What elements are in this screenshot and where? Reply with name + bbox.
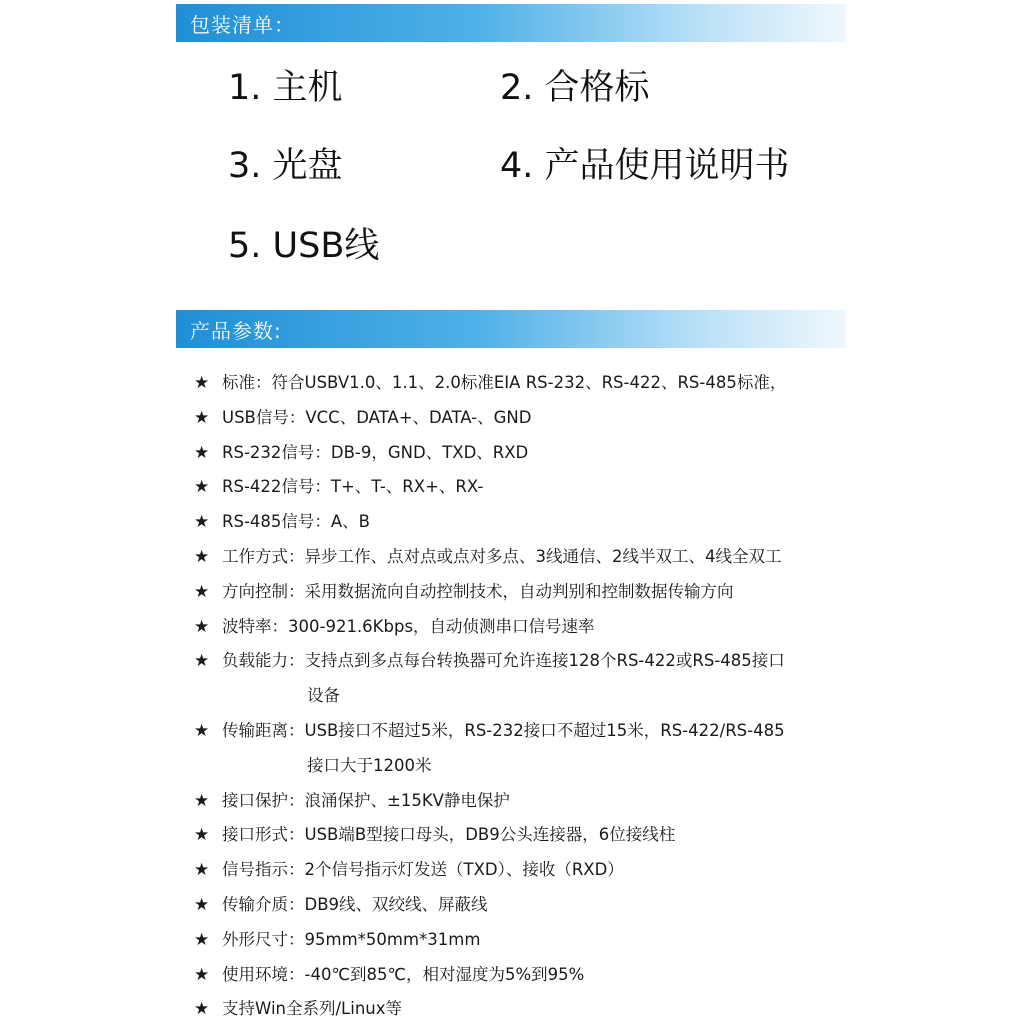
packing-list-header [176,4,846,42]
spec-text: 支持Win全系列/Linux等 [222,999,403,1019]
spec-row-load-capacity-cont [194,679,834,714]
spec-text: 负载能力：支持点到多点每台转换器可允许连接128个RS-422或RS-485接口 [222,651,785,671]
star-icon: ★ [194,616,210,637]
spec-row-rs232-signal [194,436,834,471]
spec-row-signal-indicator [194,853,834,888]
spec-row-standard [194,366,834,401]
spec-text-continuation: 设备 [307,686,340,706]
spec-row-baud-rate [194,610,834,645]
packing-item-disc: 3. 光盘 [228,146,343,186]
spec-row-interface-form [194,818,834,853]
star-icon: ★ [194,790,210,811]
product-params-header [176,310,846,348]
spec-row-rs422-signal [194,470,834,505]
packing-item-usb-cable: 5. USB线 [228,226,380,266]
star-icon: ★ [194,442,210,463]
star-icon: ★ [194,477,210,498]
star-icon: ★ [194,860,210,881]
spec-text: 传输介质：DB9线、双绞线、屏蔽线 [222,894,488,914]
spec-text: RS-422信号：T+、T-、RX+、RX- [222,477,484,497]
spec-row-dimensions [194,923,834,958]
star-icon: ★ [194,407,210,428]
spec-row-usb-signal [194,401,834,436]
star-icon: ★ [194,999,210,1020]
star-icon: ★ [194,651,210,672]
star-icon: ★ [194,720,210,741]
star-icon: ★ [194,373,210,393]
spec-row-load-capacity [194,644,834,679]
star-icon: ★ [194,512,210,533]
packing-item-manual: 4. 产品使用说明书 [500,146,790,186]
spec-text: 传输距离：USB接口不超过5米，RS-232接口不超过15米，RS-422/RS-485 [222,720,785,740]
spec-list [194,366,834,1027]
spec-row-work-mode [194,540,834,575]
spec-row-os-support [194,992,834,1027]
spec-row-transmission-distance [194,714,834,749]
packing-list-title: 包装清单： [190,13,295,37]
packing-item-host: 1. 主机 [228,68,343,108]
star-icon: ★ [194,894,210,915]
star-icon: ★ [194,546,210,567]
spec-text: 标准：符合USBV1.0、1.1、2.0标准EIA RS-232、RS-422、RS-485标准， [222,373,787,392]
spec-text: 方向控制：采用数据流向自动控制技术，自动判别和控制数据传输方向 [222,581,734,601]
star-icon: ★ [194,929,210,950]
spec-text-continuation: 接口大于1200米 [307,755,432,775]
spec-text: 接口形式：USB端B型接口母头，DB9公头连接器，6位接线柱 [222,825,676,845]
spec-text: RS-232信号：DB-9，GND、TXD、RXD [222,442,529,462]
spec-text: 工作方式：异步工作、点对点或点对多点、3线通信、2线半双工、4线全双工 [222,546,782,566]
spec-row-interface-protection [194,784,834,819]
spec-row-transmission-medium [194,888,834,923]
spec-text: RS-485信号：A、B [222,512,370,532]
spec-row-transmission-distance-cont [194,749,834,784]
spec-text: USB信号：VCC、DATA+、DATA-、GND [222,407,532,427]
spec-text: 使用环境：-40℃到85℃，相对湿度为5%到95% [222,964,585,984]
star-icon: ★ [194,581,210,602]
product-params-title: 产品参数: [190,319,282,343]
spec-text: 接口保护：浪涌保护、±15KV静电保护 [222,790,510,810]
packing-item-certificate: 2. 合格标 [500,68,650,108]
spec-row-rs485-signal [194,505,834,540]
spec-row-direction-control [194,575,834,610]
spec-text: 信号指示：2个信号指示灯发送（TXD）、接收（RXD） [222,860,624,880]
star-icon: ★ [194,964,210,985]
spec-text: 波特率：300-921.6Kbps，自动侦测串口信号速率 [222,616,595,636]
star-icon: ★ [194,825,210,846]
spec-row-environment [194,958,834,993]
spec-text: 外形尺寸：95mm*50mm*31mm [222,929,481,949]
